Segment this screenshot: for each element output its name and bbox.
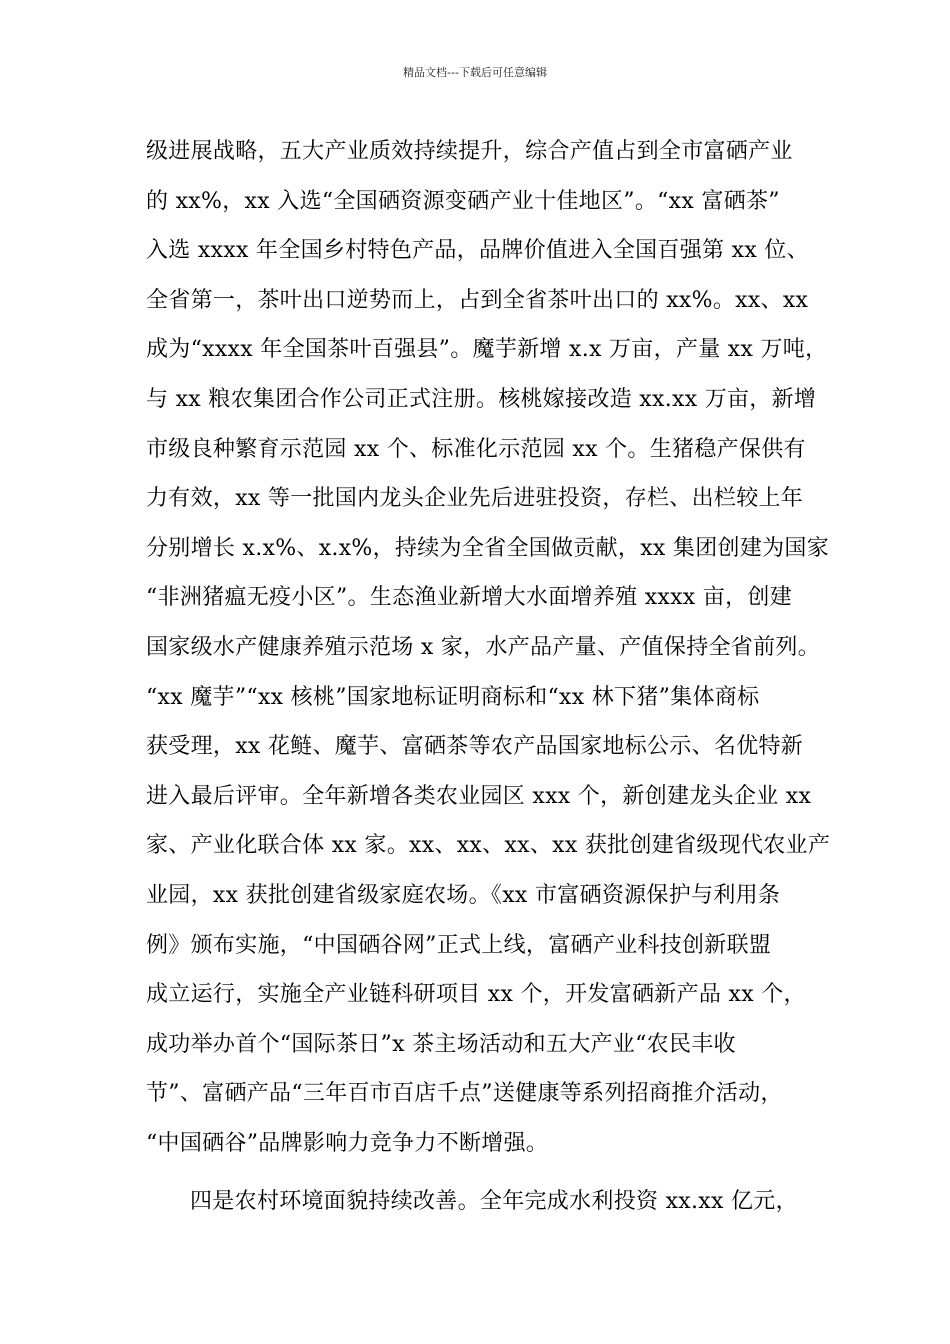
text-line: 市级良种繁育示范园 xx 个、标准化示范园 xx 个。生猪稳产保供有 bbox=[146, 436, 806, 462]
text-line: 分别增长 x.x%、x.x%，持续为全省全国做贡献，xx 集团创建为国家 bbox=[146, 535, 830, 561]
text-line: 的 xx%，xx 入选“全国硒资源变硒产业十佳地区”。“xx 富硒茶” bbox=[146, 188, 780, 214]
text-line: “中国硒谷”品牌影响力竞争力不断增强。 bbox=[146, 1130, 549, 1156]
text-line: 成功举办首个“国际茶日”x 茶主场活动和五大产业“农民丰收 bbox=[146, 1031, 736, 1057]
text-line: 获受理，xx 花鲢、魔芋、富硒茶等农产品国家地标公示、名优特新 bbox=[146, 734, 804, 760]
text-line: 家、产业化联合体 xx 家。xx、xx、xx、xx 获批创建省级现代农业产 bbox=[146, 833, 831, 859]
text-line: 级进展战略，五大产业质效持续提升，综合产值占到全市富硒产业 bbox=[146, 139, 793, 164]
text-line: 国家级水产健康养殖示范场 x 家，水产品产量、产值保持全省前列。 bbox=[146, 634, 820, 660]
text-line: 成为“xxxx 年全国茶叶百强县”。魔芋新增 x.x 万亩，产量 xx 万吨， bbox=[146, 337, 828, 363]
text-line: 入选 xxxx 年全国乡村特色产品，品牌价值进入全国百强第 xx 位、 bbox=[146, 238, 809, 264]
text-line: 例》颁布实施，“中国硒谷网”正式上线，富硒产业科技创新联盟 bbox=[146, 932, 772, 958]
text-line: “非洲猪瘟无疫小区”。生态渔业新增大水面增养殖 xxxx 亩，创建 bbox=[146, 585, 793, 611]
text-line: 全省第一，茶叶出口逆势而上，占到全省茶叶出口的 xx%。xx、xx bbox=[146, 287, 809, 313]
page-header: 精品文档---下载后可任意编辑 bbox=[403, 66, 547, 79]
text-line: 四是农村环境面貌持续改善。全年完成水利投资 xx.xx 亿元， bbox=[190, 1189, 798, 1215]
text-line: 成立运行，实施全产业链科研项目 xx 个，开发富硒新产品 xx 个， bbox=[146, 982, 806, 1008]
text-line: 力有效，xx 等一批国内龙头企业先后进驻投资，存栏、出栏较上年 bbox=[146, 486, 804, 512]
text-line: 与 xx 粮农集团合作公司正式注册。核桃嫁接改造 xx.xx 万亩，新增 bbox=[146, 386, 817, 412]
paragraph-gap bbox=[146, 1173, 846, 1182]
text-line: 业园，xx 获批创建省级家庭农场。《xx 市富硒资源保护与利用条 bbox=[146, 882, 781, 908]
text-line: 节”、富硒产品“三年百市百店千点”送健康等系列招商推介活动， bbox=[146, 1081, 783, 1107]
text-line: “xx 魔芋”“xx 核桃”国家地标证明商标和“xx 林下猪”集体商标 bbox=[146, 684, 760, 710]
document-body bbox=[146, 132, 846, 1232]
paragraph bbox=[146, 1182, 846, 1232]
text-line: 进入最后评审。全年新增各类农业园区 xxx 个，新创建龙头企业 xx bbox=[146, 783, 812, 809]
paragraph bbox=[146, 132, 846, 1173]
